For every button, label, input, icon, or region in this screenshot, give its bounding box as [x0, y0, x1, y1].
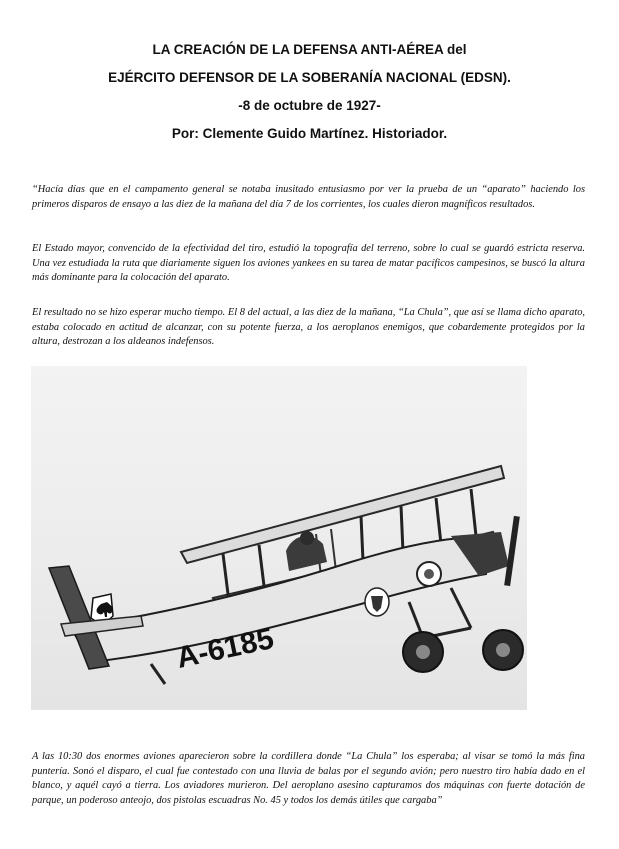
paragraph-2: El Estado mayor, convencido de la efectividad del tiro, estudió la topografía del terreno, sobre lo cual se guardó estricta reserva. Una vez estudiada la ruta que diariamente siguen los aviones yankees en su tarea de matar pacíficos campesinos, se buscó la altura más dominante para la colocación del aparato.: [32, 243, 585, 284]
title-line-1: LA CREACIÓN DE LA DEFENSA ANTI-AÉREA del: [152, 42, 467, 57]
fuselage-marking: A-6185: [173, 622, 277, 675]
paragraph-4: A las 10:30 dos enormes aviones aparecieron sobre la cordillera donde “La Chula” los esperaba; al visar se tomó la más fina puntería. Sonó el disparo, el cual fue contestado con una lluvia de balas por el segundo avión; pero nuestro tiro había dado en el blanco, y aquél cayó a tierra. Los aviadores murieron. Del aeroplano asesino capturamos dos máquinas con fuerte dotación de parque, un poderoso anteojo, dos pistolas escuadras No. 45 y todos los demás útiles que cargaba”: [32, 751, 585, 806]
landing-gear: [409, 588, 471, 638]
document-header: [20, 36, 599, 148]
paragraph-3: El resultado no se hizo esperar mucho tiempo. El 8 del actual, a las diez de la mañana, “La Chula”, que así se llama dicho aparato, estaba colocado en actitud de alcanzar, con su potente fuerza, a los aeroplanos enemigos, que cobardemente protegidos por la altura, destrozan a los aldeanos indefensos.: [32, 307, 585, 348]
paragraph-1: “Hacía días que en el campamento general se notaba inusitado entusiasmo por ver la prueba de un “aparato” haciendo los primeros disparos de ensayo a las diez de la mañana del día 7 de los corrientes, los cuales dieron magníficos resultados.: [32, 184, 585, 210]
title-line-2: EJÉRCITO DEFENSOR DE LA SOBERANÍA NACIONAL (EDSN).: [108, 70, 511, 85]
date-line: -8 de octubre de 1927-: [238, 98, 381, 113]
author-line: Por: Clemente Guido Martínez. Historiador.: [171, 126, 448, 141]
biplane-photo: [31, 366, 527, 710]
